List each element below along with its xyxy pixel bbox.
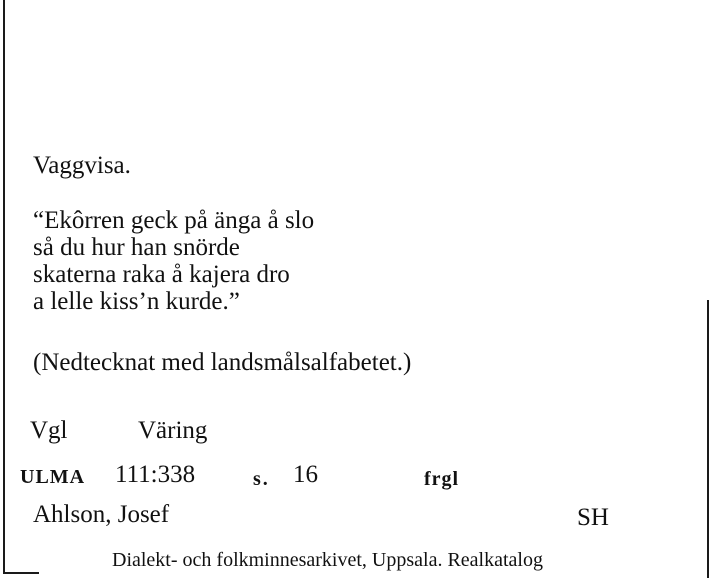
card-left-edge xyxy=(3,0,5,572)
verse-line: a lelle kiss’n kurde.” xyxy=(33,288,240,315)
vgl-label: Vgl xyxy=(30,417,68,444)
category-code: frgl xyxy=(424,468,460,490)
archive-footer: Dialekt- och folkminnesarkivet, Uppsala. Realkatalog xyxy=(112,549,543,571)
verse-line: skaterna raka å kajera dro xyxy=(33,261,290,288)
verse-line: “Ekôrren geck på änga å slo xyxy=(33,207,315,234)
verse-line: så du hur han snörde xyxy=(33,234,240,261)
verse-block xyxy=(33,207,314,315)
archive-code: ULMA xyxy=(20,466,86,488)
recorder-initials: SH xyxy=(577,504,609,531)
record-number: 111:338 xyxy=(115,461,196,488)
transcription-note: (Nedtecknat med landsmålsalfabetet.) xyxy=(33,349,412,376)
card-bottom-edge xyxy=(3,572,39,574)
page-number: 16 xyxy=(293,461,318,488)
page-label: s. xyxy=(253,468,270,490)
card-title: Vaggvisa. xyxy=(33,152,131,179)
informant-name: Ahlson, Josef xyxy=(33,501,170,528)
place-name: Väring xyxy=(138,417,208,444)
card-right-edge xyxy=(707,300,709,578)
